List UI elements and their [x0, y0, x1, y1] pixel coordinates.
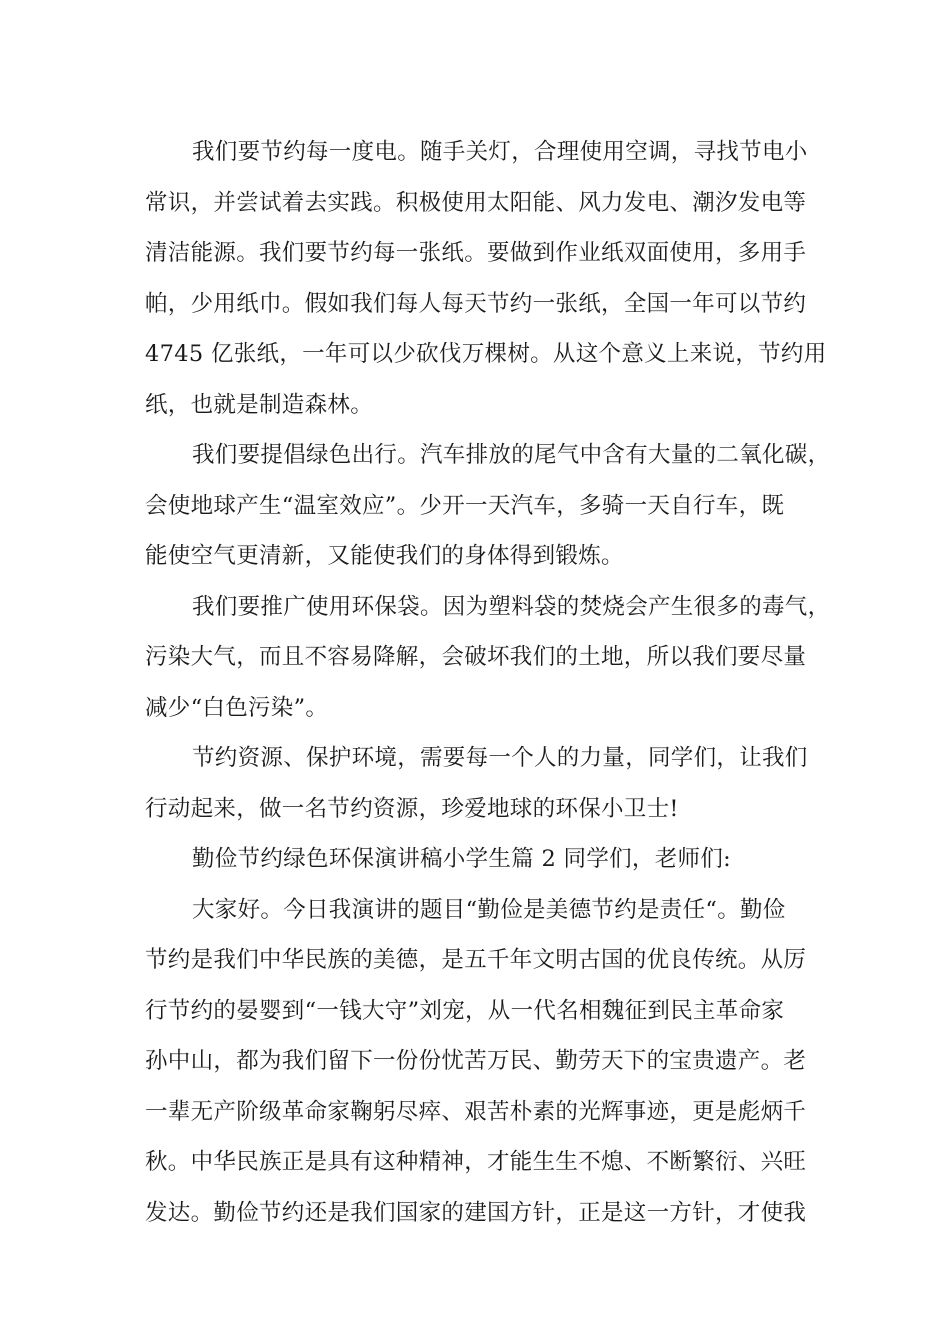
text-line: 常识，并尝试着去实践。积极使用太阳能、风力发电、潮汐发电等: [145, 189, 807, 216]
text-line: 发达。勤俭节约还是我们国家的建国方针，正是这一方针，才使我: [145, 1199, 807, 1226]
text-line: 纸，也就是制造森林。: [145, 391, 374, 418]
text-line: 会使地球产生“温室效应”。少开一天汽车，多骑一天自行车，既: [145, 492, 785, 519]
document-body: [145, 127, 831, 1238]
text-line: 帕，少用纸巾。假如我们每人每天节约一张纸，全国一年可以节约: [145, 290, 807, 317]
text-line: 清洁能源。我们要节约每一张纸。要做到作业纸双面使用，多用手: [145, 240, 807, 266]
section-heading-line: 勤俭节约绿色环保演讲稿小学生篇 2 同学们，老师们:: [192, 846, 732, 872]
text-line: 节约资源、保护环境，需要每一个人的力量，同学们，让我们: [192, 745, 808, 771]
text-line: 能使空气更清新，又能使我们的身体得到锻炼。: [145, 543, 624, 569]
text-line: 我们要推广使用环保袋。因为塑料袋的焚烧会产生很多的毒气，: [192, 593, 831, 620]
text-line: 减少“白色污染”。: [145, 694, 329, 721]
text-line: 4745 亿张纸，一年可以少砍伐万棵树。从这个意义上来说，节约用: [145, 341, 827, 367]
text-line: 行节约的晏婴到“一钱大守”刘宠，从一代名相魏征到民主革命家: [145, 997, 785, 1024]
text-line: 孙中山，都为我们留下一份份忧苦万民、勤劳天下的宝贵遗产。老: [145, 1048, 807, 1074]
text-line: 我们要节约每一度电。随手关灯，合理使用空调，寻找节电小: [192, 139, 808, 165]
text-line: 污染大气，而且不容易降解，会破坏我们的土地，所以我们要尽量: [145, 644, 807, 670]
text-line: 节约是我们中华民族的美德，是五千年文明古国的优良传统。从厉: [145, 947, 807, 973]
text-line: 大家好。今日我演讲的题目“勤俭是美德节约是责任“。勤俭: [192, 896, 786, 923]
text-line: 一辈无产阶级革命家鞠躬尽瘁、艰苦朴素的光辉事迹，更是彪炳千: [145, 1098, 807, 1125]
text-line: 秋。中华民族正是具有这种精神，才能生生不熄、不断繁衍、兴旺: [145, 1149, 807, 1175]
text-line: 行动起来，做一名节约资源，珍爱地球的环保小卫士!: [145, 795, 679, 822]
text-line: 我们要提倡绿色出行。汽车排放的尾气中含有大量的二氧化碳，: [192, 442, 831, 468]
